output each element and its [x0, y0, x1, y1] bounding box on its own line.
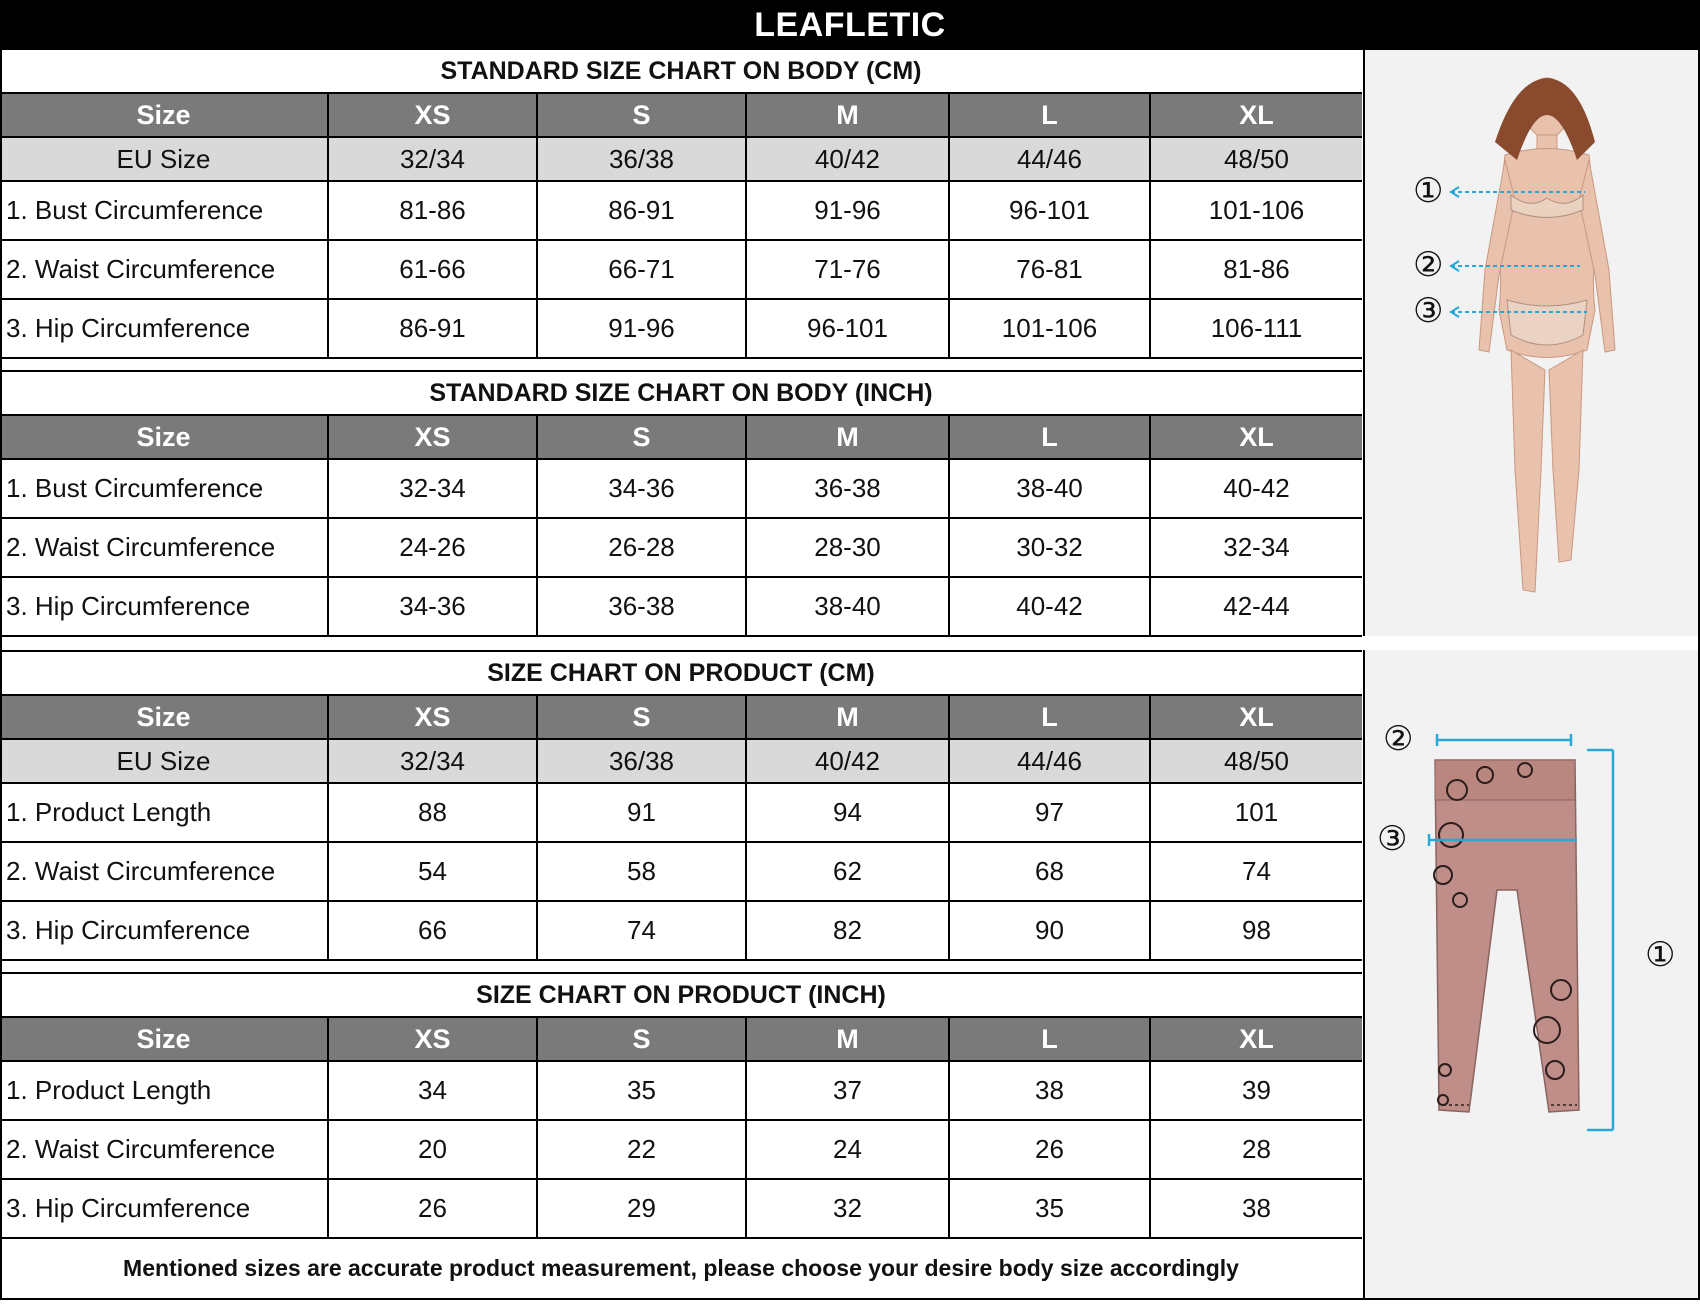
table-cell: 28 [1150, 1120, 1362, 1179]
table-cell: 40-42 [1150, 459, 1362, 518]
row-label: 2. Waist Circumference [0, 1120, 328, 1179]
table-cell: 90 [949, 901, 1150, 959]
table-row [0, 1179, 1362, 1237]
table-cell: 101-106 [949, 299, 1150, 357]
table-cell: 91-96 [537, 299, 746, 357]
table-cell: 36-38 [537, 577, 746, 635]
col-header: Size [0, 416, 328, 459]
section-title: SIZE CHART ON PRODUCT (CM) [0, 652, 1362, 696]
table-cell: 20 [328, 1120, 537, 1179]
row-label: 3. Hip Circumference [0, 901, 328, 959]
marker-3-icon: ③ [1413, 292, 1444, 330]
header-row [0, 416, 1362, 459]
col-header: Size [0, 94, 328, 137]
table-row [0, 901, 1362, 959]
row-label: 3. Hip Circumference [0, 577, 328, 635]
table-cell: 37 [746, 1061, 949, 1120]
table-cell: 29 [537, 1179, 746, 1237]
table-row [0, 1120, 1362, 1179]
body-figure-illustration [1365, 50, 1700, 636]
table-row [0, 577, 1362, 635]
col-header: S [537, 696, 746, 739]
col-header: XL [1150, 94, 1362, 137]
table-cell: 91 [537, 783, 746, 842]
table-cell: 48/50 [1150, 739, 1362, 783]
brand-title: LEAFLETIC [0, 0, 1700, 50]
section-title: STANDARD SIZE CHART ON BODY (CM) [0, 50, 1362, 94]
size-table [0, 94, 1362, 357]
table-cell: 66-71 [537, 240, 746, 299]
section-title: SIZE CHART ON PRODUCT (INCH) [0, 974, 1362, 1018]
table-cell: 34-36 [328, 577, 537, 635]
table-cell: 26 [328, 1179, 537, 1237]
col-header: S [537, 416, 746, 459]
table-cell: 62 [746, 842, 949, 901]
table-cell: 86-91 [537, 181, 746, 240]
table-row [0, 299, 1362, 357]
table-cell: 96-101 [949, 181, 1150, 240]
col-header: S [537, 1018, 746, 1061]
footer-note: Mentioned sizes are accurate product measurement, please choose your desire body size accordingly [123, 1254, 1239, 1281]
table-cell: 44/46 [949, 137, 1150, 181]
col-header: Size [0, 1018, 328, 1061]
col-header: XS [328, 696, 537, 739]
col-header: L [949, 416, 1150, 459]
marker-1-icon: ① [1413, 172, 1444, 210]
header-row [0, 696, 1362, 739]
table-cell: 81-86 [1150, 240, 1362, 299]
col-header: XS [328, 416, 537, 459]
table-body-inch [0, 370, 1362, 637]
size-table [0, 416, 1362, 635]
table-row [0, 1061, 1362, 1120]
table-cell: 34-36 [537, 459, 746, 518]
row-label: 1. Bust Circumference [0, 181, 328, 240]
col-header: Size [0, 696, 328, 739]
header-row [0, 94, 1362, 137]
body-figure-panel [1363, 50, 1700, 636]
table-cell: 58 [537, 842, 746, 901]
col-header: XL [1150, 416, 1362, 459]
table-cell: 26-28 [537, 518, 746, 577]
size-table [0, 696, 1362, 959]
table-cell: 32 [746, 1179, 949, 1237]
table-cell: 36/38 [537, 739, 746, 783]
eu-size-row [0, 739, 1362, 783]
row-label: 1. Product Length [0, 783, 328, 842]
row-label: 2. Waist Circumference [0, 842, 328, 901]
row-label: 1. Product Length [0, 1061, 328, 1120]
header-row [0, 1018, 1362, 1061]
row-label: 3. Hip Circumference [0, 1179, 328, 1237]
table-cell: 66 [328, 901, 537, 959]
table-cell: 88 [328, 783, 537, 842]
table-cell: 61-66 [328, 240, 537, 299]
section-title: STANDARD SIZE CHART ON BODY (INCH) [0, 372, 1362, 416]
table-cell: 54 [328, 842, 537, 901]
table-cell: 101-106 [1150, 181, 1362, 240]
table-cell: 38-40 [746, 577, 949, 635]
col-header: M [746, 94, 949, 137]
size-table [0, 1018, 1362, 1237]
table-row [0, 181, 1362, 240]
col-header: XL [1150, 696, 1362, 739]
table-cell: 74 [1150, 842, 1362, 901]
row-label: 2. Waist Circumference [0, 240, 328, 299]
col-header: L [949, 696, 1150, 739]
table-body-cm [0, 50, 1362, 359]
col-header: XS [328, 1018, 537, 1061]
col-header: L [949, 1018, 1150, 1061]
table-cell: 26 [949, 1120, 1150, 1179]
table-cell: 35 [537, 1061, 746, 1120]
col-header: M [746, 1018, 949, 1061]
table-cell: 22 [537, 1120, 746, 1179]
table-cell: 42-44 [1223, 591, 1290, 621]
table-row [0, 459, 1362, 518]
table-cell: 94 [746, 783, 949, 842]
table-cell: 82 [746, 901, 949, 959]
table-row [0, 783, 1362, 842]
table-cell: 39 [1150, 1061, 1362, 1120]
col-header: M [746, 416, 949, 459]
table-cell: 76-81 [949, 240, 1150, 299]
table-product-inch [0, 972, 1362, 1239]
table-cell: 68 [949, 842, 1150, 901]
table-cell: 98 [1242, 915, 1271, 945]
product-figure-panel [1363, 650, 1700, 1300]
col-header: S [537, 94, 746, 137]
row-label: 1. Bust Circumference [0, 459, 328, 518]
table-cell: 32-34 [1150, 518, 1362, 577]
eu-size-row [0, 137, 1362, 181]
row-label: 3. Hip Circumference [0, 299, 328, 357]
table-cell: 28-30 [746, 518, 949, 577]
col-header: L [949, 94, 1150, 137]
table-cell: 44/46 [949, 739, 1150, 783]
table-cell: 36-38 [746, 459, 949, 518]
col-header: M [746, 696, 949, 739]
table-cell: 32/34 [328, 739, 537, 783]
table-cell: 86-91 [328, 299, 537, 357]
table-cell: 30-32 [949, 518, 1150, 577]
table-cell: 74 [537, 901, 746, 959]
marker-2-icon: ② [1413, 246, 1444, 284]
marker-1-icon: ① [1645, 936, 1676, 974]
leggings-illustration [1365, 650, 1700, 1300]
table-row [0, 842, 1362, 901]
table-cell: 106-111 [1210, 313, 1303, 343]
table-cell: 24-26 [328, 518, 537, 577]
table-cell: EU Size [0, 137, 328, 181]
table-cell: EU Size [0, 739, 328, 783]
table-cell: 32/34 [328, 137, 537, 181]
col-header: XL [1150, 1018, 1362, 1061]
marker-3-icon: ③ [1377, 820, 1408, 858]
table-row [0, 240, 1362, 299]
table-cell: 35 [949, 1179, 1150, 1237]
table-cell: 38-40 [949, 459, 1150, 518]
table-cell: 34 [328, 1061, 537, 1120]
table-cell: 81-86 [328, 181, 537, 240]
table-cell: 40/42 [746, 739, 949, 783]
table-cell: 36/38 [537, 137, 746, 181]
table-cell: 38 [949, 1061, 1150, 1120]
table-cell: 32-34 [328, 459, 537, 518]
table-row [0, 518, 1362, 577]
col-header: XS [328, 94, 537, 137]
table-cell: 24 [746, 1120, 949, 1179]
table-cell: 38 [1242, 1193, 1271, 1223]
table-cell: 97 [949, 783, 1150, 842]
table-product-cm [0, 650, 1362, 961]
table-cell: 101 [1150, 783, 1362, 842]
table-cell: 48/50 [1150, 137, 1362, 181]
table-cell: 40/42 [746, 137, 949, 181]
marker-2-icon: ② [1383, 720, 1414, 758]
row-label: 2. Waist Circumference [0, 518, 328, 577]
table-cell: 71-76 [746, 240, 949, 299]
table-cell: 40-42 [949, 577, 1150, 635]
table-cell: 96-101 [746, 299, 949, 357]
table-cell: 91-96 [746, 181, 949, 240]
